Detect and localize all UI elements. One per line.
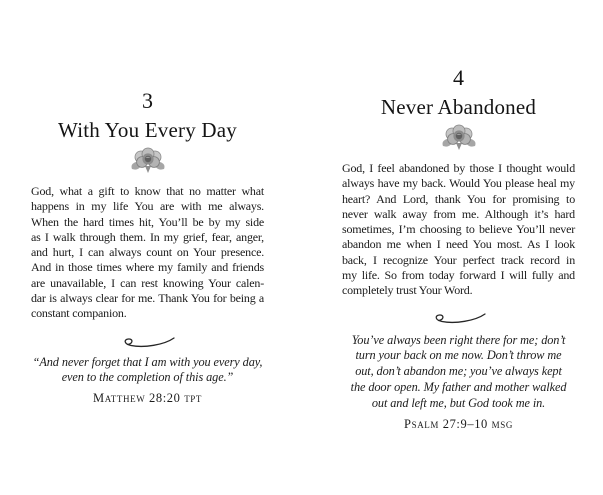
body-line: constant companion. <box>31 306 127 321</box>
quote-line: You’ve always been right there for me; don’t <box>351 332 566 347</box>
left-page <box>31 90 264 406</box>
body-line: happens in my life You are with me always. <box>31 199 264 214</box>
body-line: as I walk through them. In my grief, fear, anger, <box>31 229 264 244</box>
body-line: are unavailable, I can rest knowing Your calen- <box>31 275 264 290</box>
body-line: and hurt, I can always count on Your presence. <box>31 245 264 260</box>
body-line: never walk away from me. Although it’s hard <box>342 206 575 221</box>
chapter-number: 4 <box>453 65 464 90</box>
body-line: When the hard times hit, You’ll be by my side <box>31 214 264 229</box>
scripture-reference: Psalm 27:9–10 msg <box>404 416 513 431</box>
body-line: God, I feel abandoned by those I thought would <box>342 161 575 175</box>
body-line: completely trust Your Word. <box>342 283 473 298</box>
quote-line: the door open. My father and mother walked <box>350 380 567 395</box>
body-line: heart? And Lord, thank You for promising to <box>342 191 575 206</box>
body-line: abandon me when I need You most. As I look <box>342 237 575 252</box>
body-line: dar is always clear for me. Thank You for being a <box>31 291 264 306</box>
prayer-paragraph <box>342 161 575 299</box>
flourish-divider-icon <box>31 334 264 351</box>
chapter-title: With You Every Day <box>58 118 237 142</box>
quote-line: “And never forget that I am with you every day, <box>32 354 263 369</box>
body-line: my life. So from today forward I will fully and <box>342 268 575 283</box>
right-page <box>342 67 575 432</box>
scripture-quote <box>342 333 575 412</box>
rose-icon <box>31 147 264 173</box>
body-line: always have my back. Would You please heal my <box>342 176 575 191</box>
scripture-quote <box>31 355 264 387</box>
quote-line: even to the completion of this age.” <box>61 370 234 385</box>
quote-line: turn your back on me now. Don’t throw me <box>355 348 562 363</box>
chapter-number: 3 <box>142 88 153 113</box>
prayer-paragraph <box>31 184 264 322</box>
quote-line: out, don’t abandon me; you’ve always kept <box>355 364 562 379</box>
body-line: back, I recognize Your perfect track record in <box>342 252 575 267</box>
flourish-divider-icon <box>342 310 575 327</box>
quote-line: out and left me, but God took me in. <box>371 395 546 410</box>
chapter-title: Never Abandoned <box>380 95 537 119</box>
scripture-reference: Matthew 28:20 tpt <box>92 391 203 406</box>
body-line: God, what a gift to know that no matter what <box>31 184 264 198</box>
body-line: And in those times where my family and friends <box>31 260 264 275</box>
rose-icon <box>342 124 575 150</box>
body-line: sometimes, I’m choosing to believe You’ll never <box>342 222 575 237</box>
